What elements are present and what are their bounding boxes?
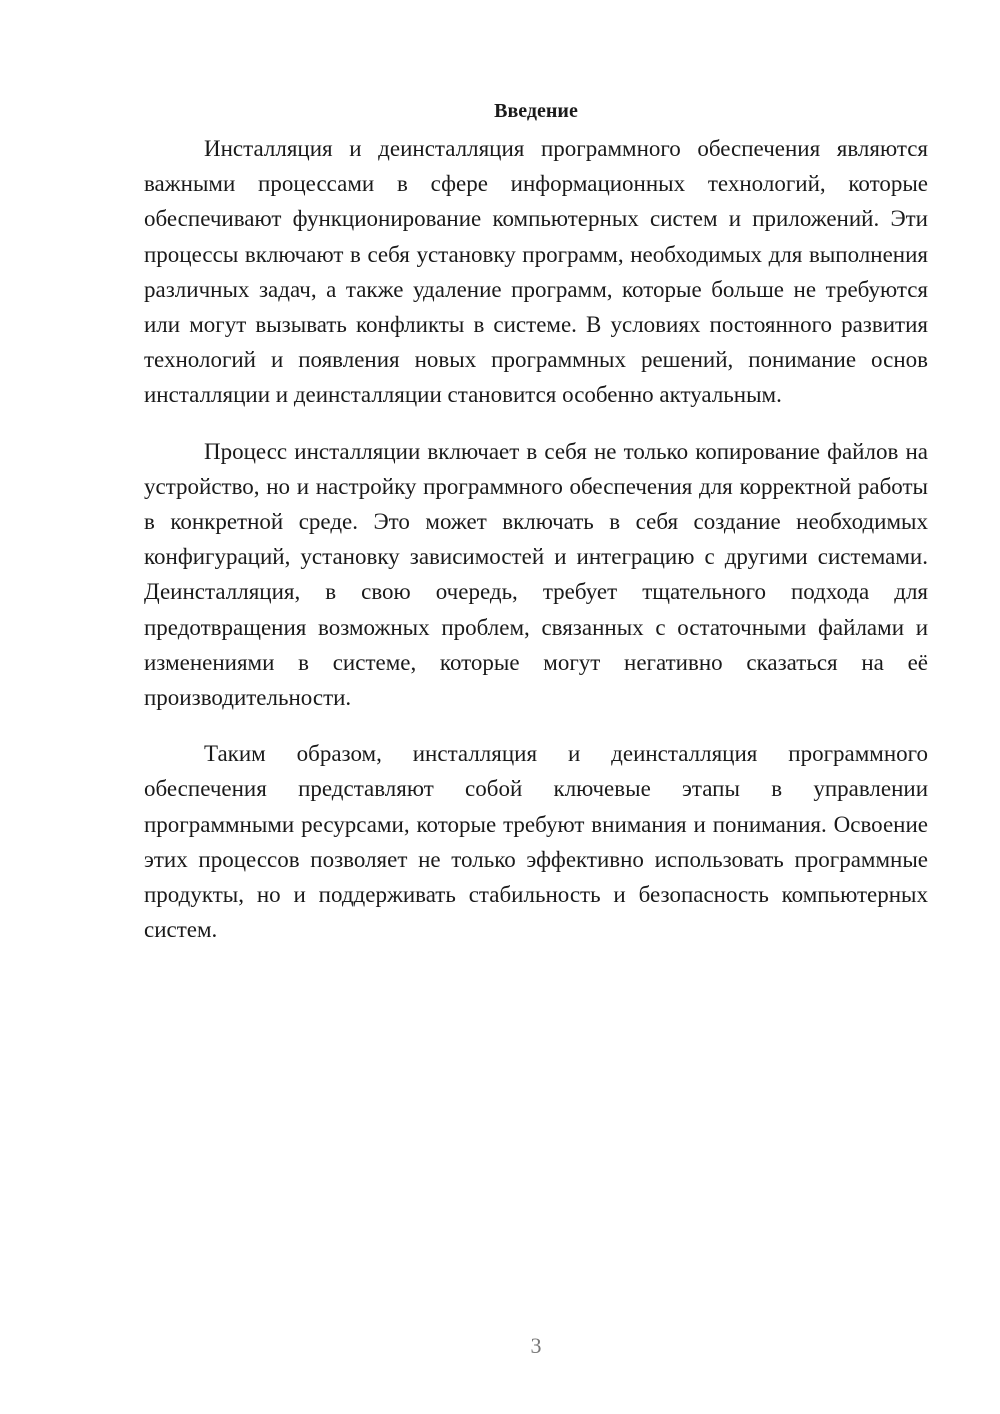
- page-content: [144, 96, 928, 968]
- page-number: 3: [530, 1333, 542, 1358]
- paragraph-3: Таким образом, инсталляция и деинсталляция программного обеспечения представляют собой ключевые этапы в управлении программными ресурсами, которые требуют внимания и понимания. Освоение этих процессов позволяет не только эффективно использовать программные продукты, но и поддерживать стабильность и безопасность компьютерных систем.: [144, 741, 928, 943]
- paragraph-1: Инсталляция и деинсталляция программного обеспечения являются важными процессами в сфере информационных технологий, которые обеспечивают функционирование компьютерных систем и приложений. Эти процессы включают в себя установку программ, необходимых для выполнения различных задач, а также удаление программ, которые больше не требуются или могут вызывать конфликты в системе. В условиях постоянного развития технологий и появления новых программных решений, понимание основ инсталляции и деинсталляции становится особенно актуальным.: [144, 136, 928, 408]
- section-heading: Введение: [494, 100, 578, 122]
- paragraph-2: Процесс инсталляции включает в себя не только копирование файлов на устройство, но и настройку программного обеспечения для корректной работы в конкретной среде. Это может включать в себя создание необходимых конфигураций, установку зависимостей и интеграцию с другими системами. Деинсталляция, в свою очередь, требует тщательного подхода для предотвращения возможных проблем, связанных с остаточными файлами и изменениями в системе, которые могут негативно сказаться на её производительности.: [144, 438, 928, 711]
